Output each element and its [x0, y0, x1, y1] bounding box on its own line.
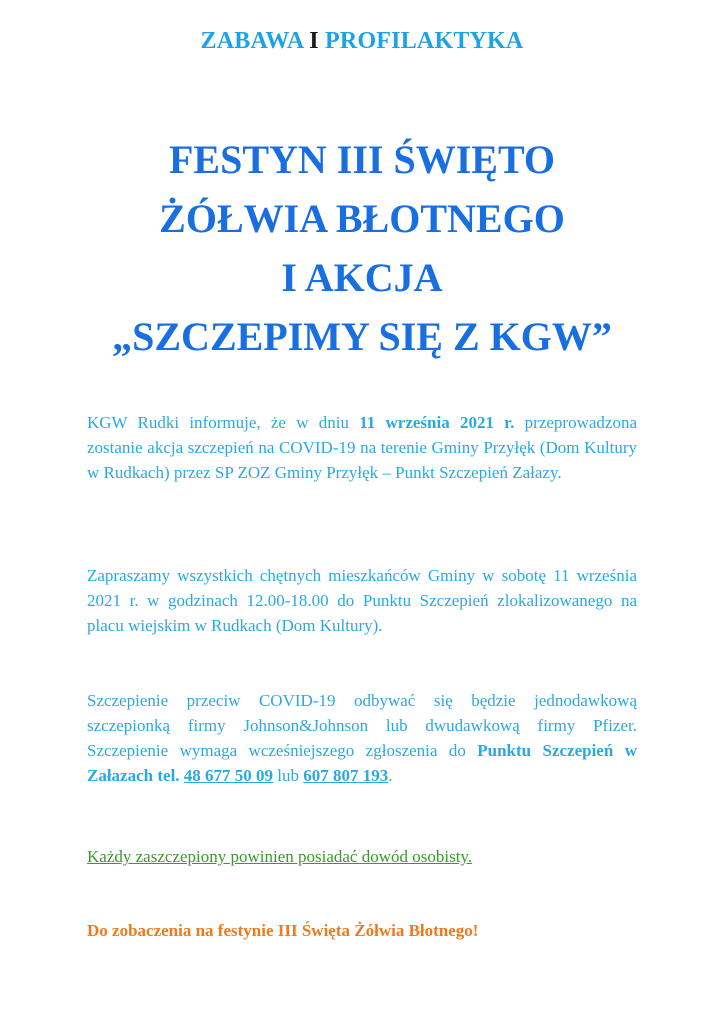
id-card-notice: Każdy zaszczepiony powinien posiadać dowód osobisty.	[87, 847, 473, 866]
period: .	[388, 766, 393, 785]
title-line-4: „SZCZEPIMY SIĘ Z KGW”	[112, 314, 612, 359]
closing-message: Do zobaczenia na festynie III Święta Żółwia Błotnego!	[87, 921, 479, 940]
vaccination-point-label: Punktu Szczepień w Załazach tel.	[87, 741, 637, 785]
main-title	[0, 130, 724, 366]
vaccine-info-text: Szczepienie przeciw COVID-19 odbywać się będzie jednodawkową szczepionką firmy Johnson&Johnson lub dwudawkową firmy Pfizer. Szczepienie wymaga wcześniejszego zgłoszenia do	[87, 691, 637, 760]
page-header	[0, 28, 724, 55]
header-zabawa: ZABAWA	[200, 28, 304, 54]
or-text: lub	[273, 766, 304, 785]
announcement-text-b: przeprowadzona zostanie akcja szczepień na COVID-19 na terenie Gminy Przyłęk (Dom Kultury w Rudkach) przez SP ZOZ Gminy Przyłęk – Punkt Szczepień Załazy.	[87, 413, 637, 482]
paragraph-vaccine-info	[87, 688, 637, 788]
title-line-2: ŻÓŁWIA BŁOTNEGO	[159, 196, 565, 241]
paragraph-announcement	[87, 410, 637, 485]
header-conjunction: I	[309, 28, 319, 54]
header-profilaktyka: PROFILAKTYKA	[325, 28, 524, 54]
paragraph-invitation	[87, 563, 637, 638]
title-line-1: FESTYN III ŚWIĘTO	[168, 137, 556, 182]
announcement-date: 11 września 2021 r.	[359, 413, 515, 432]
title-line-3: I AKCJA	[281, 255, 443, 300]
phone-link-1[interactable]: 48 677 50 09	[183, 766, 274, 785]
phone-link-2[interactable]: 607 807 193	[303, 766, 389, 785]
announcement-text-a: KGW Rudki informuje, że w dniu	[87, 413, 360, 432]
invitation-text: Zapraszamy wszystkich chętnych mieszkańców Gminy w sobotę 11 września 2021 r. w godzinach 12.00-18.00 do Punktu Szczepień zlokalizowanego na placu wiejskim w Rudkach (Dom Kultury).	[87, 566, 637, 635]
